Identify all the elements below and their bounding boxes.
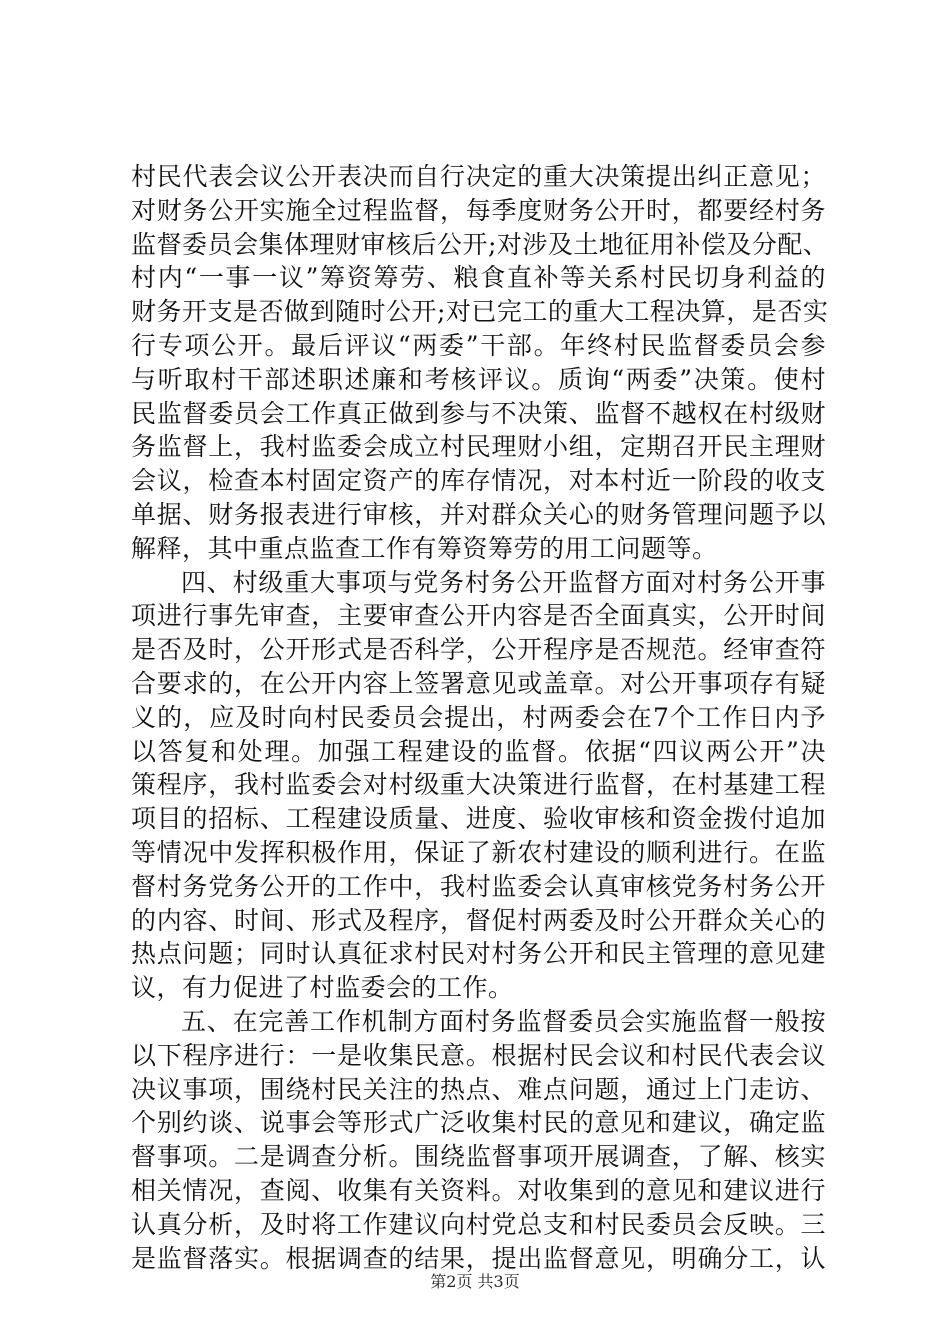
page-footer: 第2页 共3页 [430,1272,520,1291]
text-line: 是监督落实。根据调查的结果，提出监督意见，明确分工，认 [131,1243,826,1273]
text-line: 与听取村干部述职述廉和考核评议。质询“两委”决策。使村 [131,364,826,394]
text-line: 五、在完善工作机制方面村务监督委员会实施监督一般按 [181,1006,826,1036]
text-line: 对财务公开实施全过程监督，每季度财务公开时，都要经村务 [131,195,826,225]
text-line: 村内“一事一议”筹资筹劳、粮食直补等关系村民切身利益的 [131,263,826,293]
document-body [131,160,829,1275]
text-line: 义的，应及时向村民委员会提出，村两委会在7个工作日内予 [131,702,826,732]
text-line: 民监督委员会工作真正做到参与不决策、监督不越权在村级财 [131,398,826,428]
text-line: 督村务党务公开的工作中，我村监委会认真审核党务村务公开 [131,871,826,901]
text-line: 合要求的，在公开内容上签署意见或盖章。对公开事项存有疑 [131,668,826,698]
text-line: 决议事项，围绕村民关注的热点、难点问题，通过上门走访、 [131,1074,826,1104]
text-line: 监督委员会集体理财审核后公开;对涉及土地征用补偿及分配、 [131,229,829,259]
text-line: 务监督上，我村监委会成立村民理财小组，定期召开民主理财 [131,432,826,462]
text-line: 督事项。二是调查分析。围绕监督事项开展调查，了解、核实 [131,1142,826,1172]
text-line: 会议，检查本村固定资产的库存情况，对本村近一阶段的收支 [131,466,826,496]
text-line: 以下程序进行：一是收集民意。根据村民会议和村民代表会议 [131,1040,826,1070]
text-line: 解释，其中重点监查工作有筹资筹劳的用工问题等。 [131,533,718,563]
text-line: 行专项公开。最后评议“两委”干部。年终村民监督委员会参 [131,330,826,360]
text-line: 策程序，我村监委会对村级重大决策进行监督，在村基建工程 [131,770,826,800]
text-line: 的内容、时间、形式及程序，督促村两委及时公开群众关心的 [131,905,826,935]
text-line: 村民代表会议公开表决而自行决定的重大决策提出纠正意见； [131,162,826,191]
text-line: 四、村级重大事项与党务村务公开监督方面对村务公开事 [181,567,826,597]
text-line: 热点问题；同时认真征求村民对村务公开和民主管理的意见建 [131,939,826,969]
text-line: 财务开支是否做到随时公开;对已完工的重大工程决算，是否实 [131,297,829,327]
text-line: 以答复和处理。加强工程建设的监督。依据“四议两公开”决 [131,736,826,766]
text-line: 是否及时，公开形式是否科学，公开程序是否规范。经审查符 [131,635,826,665]
text-line: 项目的招标、工程建设质量、进度、验收审核和资金拨付追加 [131,804,826,834]
text-line: 等情况中发挥积极作用，保证了新农村建设的顺利进行。在监 [131,837,826,867]
text-line: 议，有力促进了村监委会的工作。 [131,973,514,1003]
text-line: 认真分析，及时将工作建议向村党总支和村民委员会反映。三 [131,1209,826,1239]
text-line: 相关情况，查阅、收集有关资料。对收集到的意见和建议进行 [131,1175,826,1205]
text-line: 单据、财务报表进行审核，并对群众关心的财务管理问题予以 [131,499,826,529]
text-line: 项进行事先审查，主要审查公开内容是否全面真实，公开时间 [131,601,826,631]
text-line: 个别约谈、说事会等形式广泛收集村民的意见和建议，确定监 [131,1108,826,1138]
